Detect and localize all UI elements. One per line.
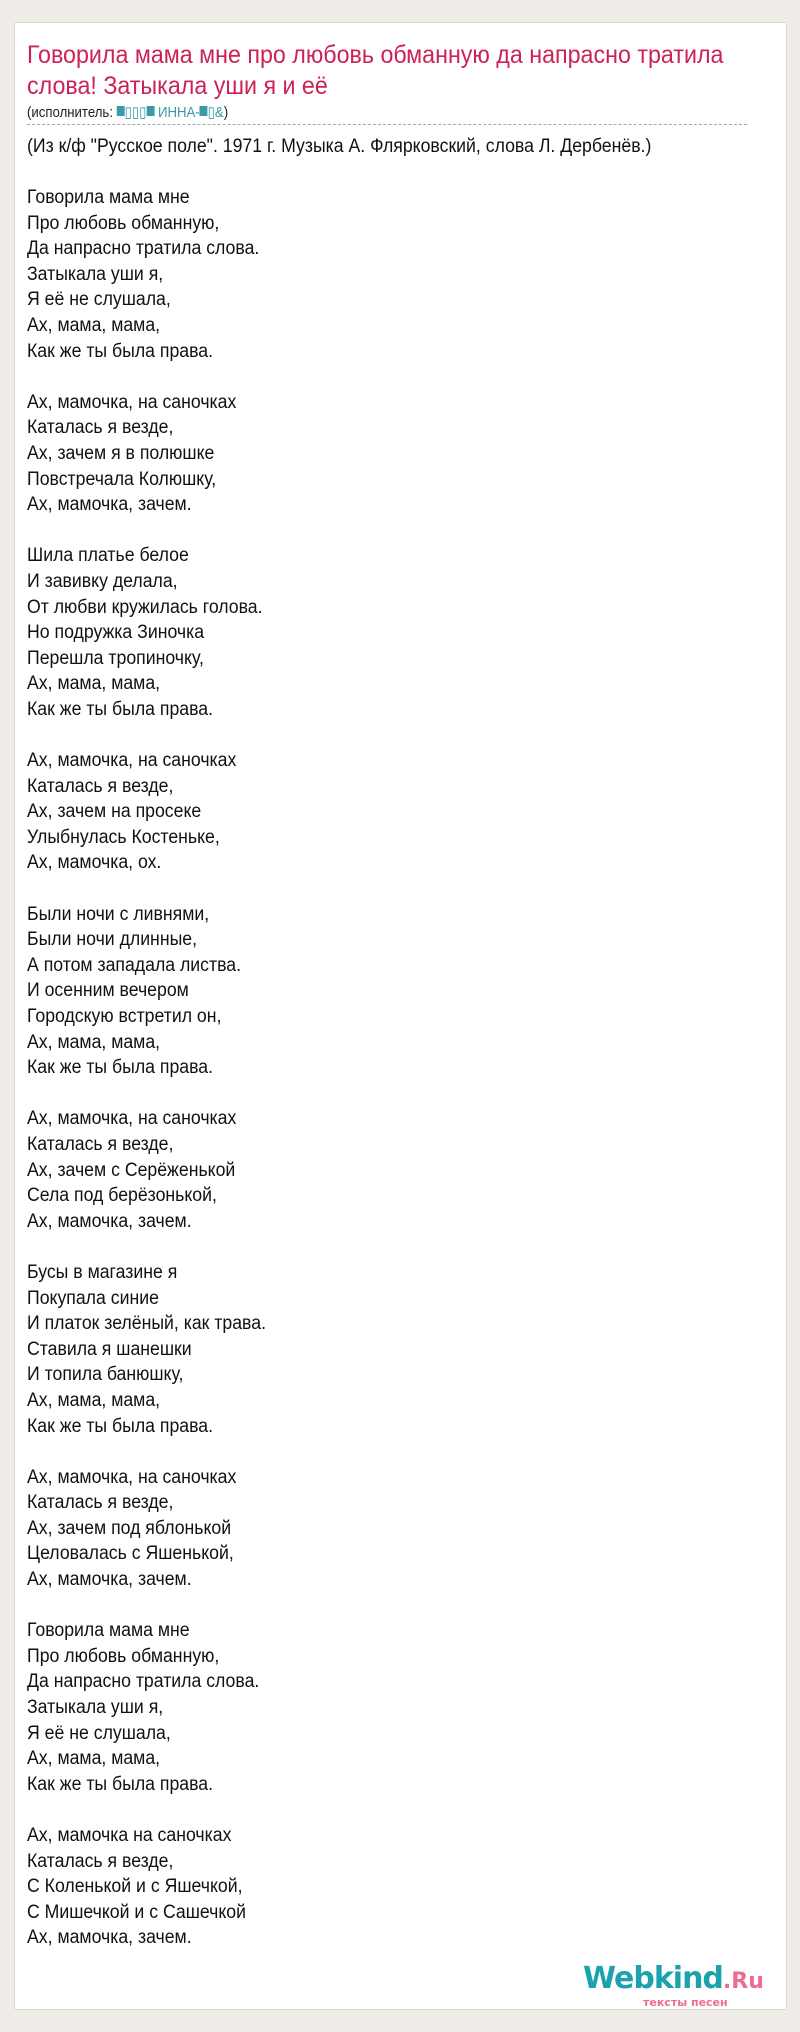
lyric-line: Ах, зачем под яблонькой [27,1517,232,1539]
lyric-line: Ах, мамочка, на саночках [27,1108,237,1130]
lyric-line: Как же ты была права. [27,1773,214,1795]
lyric-line: Ах, мамочка, зачем. [27,1569,192,1591]
lyric-line: Села под берёзонькой, [27,1185,217,1207]
lyric-line: Перешла тропиночку, [27,647,204,669]
artist-name-part: ▯▯▯ [124,104,147,121]
stanza [27,748,725,876]
song-intro: (Из к/ф "Русское поле". 1971 г. Музыка А. Флярковский, слова Л. Дербенёв.) [27,136,652,157]
lyric-line: Ах, зачем с Серёженькой [27,1159,236,1181]
stanza [27,543,725,722]
lyric-line: Ставила я шанешки [27,1338,192,1360]
artist-link[interactable] [125,104,224,121]
lyric-line: От любви кружилась голова. [27,596,263,618]
lyrics [27,185,725,1951]
song-content [27,40,777,1977]
lyric-line: Каталась я везде, [27,775,174,797]
lyric-line: Целовалась с Яшенькой, [27,1543,234,1565]
lyric-line: Как же ты была права. [27,340,214,362]
lyric-line: И топила банюшку, [27,1364,184,1386]
lyric-line: И осенним вечером [27,980,189,1002]
lyric-line: Говорила мама мне [27,187,190,208]
lyric-line: Улыбнулась Костеньке, [27,826,220,848]
logo-tld: .Ru [722,1969,764,1994]
stanza [27,902,725,1081]
stanza [27,1106,725,1234]
lyric-line: Каталась я везде, [27,417,174,439]
lyric-line: Как же ты была права. [27,1057,214,1079]
logo-wordmark [583,1962,778,1996]
webkind-logo[interactable] [583,1962,778,2010]
lyric-line: Как же ты была права. [27,1415,214,1437]
artist-suffix: ) [223,104,229,121]
lyric-line: Я её не слушала, [27,289,171,311]
lyric-line: Как же ты была права. [27,698,214,720]
lyric-line: С Мишечкой и с Сашечкой [27,1901,246,1923]
lyric-line: Ах, мамочка, зачем. [27,494,192,516]
artist-line [27,104,687,122]
lyric-line: Затыкала уши я, [27,263,164,285]
lyric-line: Бусы в магазине я [27,1261,178,1283]
lyric-line: Я её не слушала, [27,1722,171,1744]
lyric-line: Были ночи длинные, [27,929,198,951]
lyric-line: Говорила мама мне [27,1620,190,1642]
stanza [27,1260,725,1439]
stanza [27,390,725,518]
lyric-line: Ах, мамочка, на саночках [27,1466,237,1488]
lyric-line: Повстречала Колюшку, [27,468,217,490]
lyric-line: Шила платье белое [27,545,189,567]
lyric-line: Ах, мамочка, зачем. [27,1927,192,1949]
lyric-line: Затыкала уши я, [27,1697,164,1719]
lyric-line: Каталась я везде, [27,1133,174,1155]
lyric-line: Ах, мама, мама, [27,673,161,695]
lyric-line: Ах, зачем на просеке [27,801,202,823]
lyric-line: Ах, мамочка, на саночках [27,750,237,772]
lyric-line: Про любовь обманную, [27,1645,220,1667]
lyric-line: Ах, мамочка, на саночках [27,391,237,413]
lyric-line: Были ночи с ливнями, [27,903,210,925]
stanza [27,1618,725,1797]
lyric-line: Ах, мамочка на саночках [27,1825,232,1846]
stanza [27,185,725,364]
song-title: Говорила мама мне про любовь обманную да напрасно тратила слова! Затыкала уши я и её [27,41,724,100]
lyric-line: Да напрасно тратила слова. [27,238,260,260]
lyric-line: И завивку делала, [27,570,178,592]
stanza [27,1465,725,1593]
divider [27,124,747,125]
lyric-line: Ах, мамочка, ох. [27,852,162,874]
square-glyph [117,106,125,116]
lyric-line: Ах, мама, мама, [27,314,161,336]
lyric-line: Покупала синие [27,1287,159,1309]
artist-name-part: ▯& [207,104,224,121]
stanza [27,1823,725,1951]
lyric-line: И платок зелёный, как трава. [27,1313,266,1335]
lyric-line: Да напрасно тратила слова. [27,1671,260,1693]
logo-tagline: тексты песен [643,1996,728,2009]
lyric-line: Каталась я везде, [27,1850,174,1872]
square-glyph [146,106,154,116]
lyric-line: С Коленькой и с Яшечкой, [27,1876,243,1898]
artist-name-part: ИННА- [154,104,200,121]
lyric-line: Ах, мама, мама, [27,1389,161,1411]
logo-main: Webkind [583,1961,723,1996]
lyric-line: Городскую встретил он, [27,1006,222,1027]
lyric-line: Ах, мама, мама, [27,1031,161,1053]
lyric-line: А потом западала листва. [27,954,242,976]
artist-prefix: (исполнитель: [27,104,117,121]
lyric-line: Ах, мамочка, зачем. [27,1210,192,1232]
lyric-line: Про любовь обманную, [27,212,220,234]
lyric-line: Ах, зачем я в полюшке [27,442,215,464]
lyric-line: Ах, мама, мама, [27,1748,161,1770]
title-wrapper [27,40,777,102]
lyric-line: Каталась я везде, [27,1492,174,1514]
lyric-line: Но подружка Зиночка [27,622,205,644]
